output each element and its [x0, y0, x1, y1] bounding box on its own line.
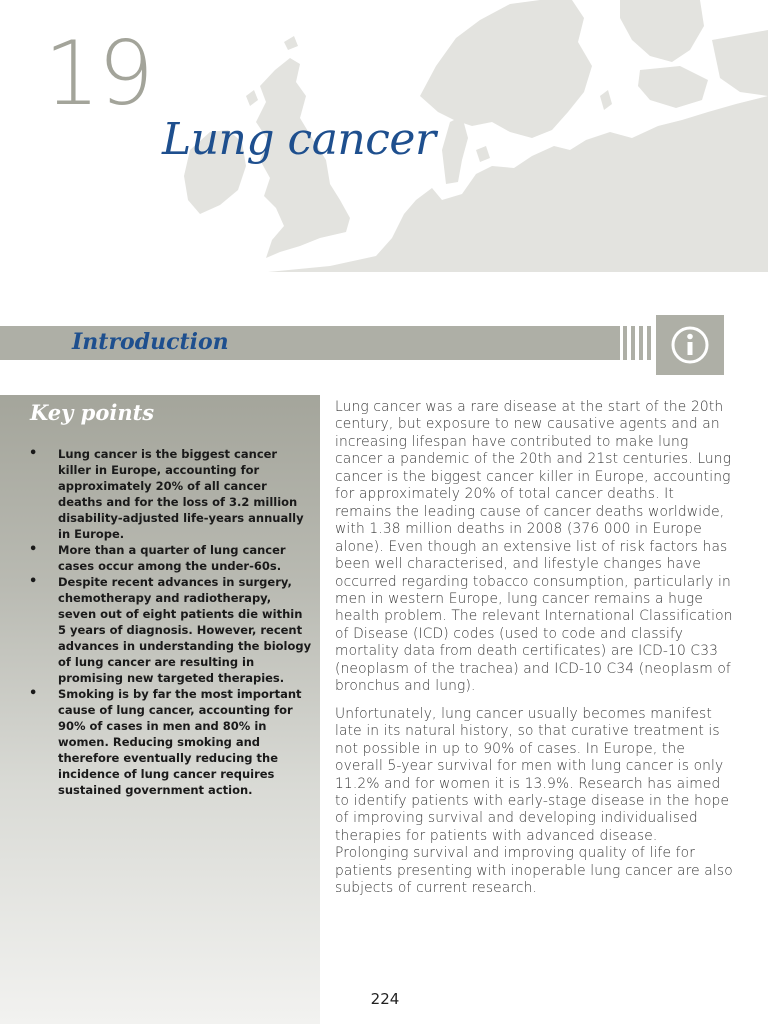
key-points-title: Key points	[30, 400, 155, 425]
chapter-title: Lung cancer	[162, 114, 436, 165]
page-number: 224	[370, 990, 400, 1008]
header-stripes	[623, 326, 657, 360]
body-paragraph: Unfortunately, lung cancer usually becomes manifest late in its natural history, so that curative treatment is not possible in up to 90% of cases. In Europe, the overall 5-year survival for men with lung cancer is only 11.2% and for women it is 13.9%. Research has aimed to identify patients with early-stage disease in the hope of improving survival and developing individualised therapies for patients with advanced disease. Prolonging survival and improving quality of life for patients presenting with inoperable lung cancer are also subjects of current research.	[335, 705, 733, 897]
info-icon	[670, 325, 710, 365]
key-point-item: • Lung cancer is the biggest cancer killer in Europe, accounting for approximately 20% of all cancer deaths and for the loss of 3.2 million disability-adjusted life-years annually in Europe.	[27, 446, 312, 542]
key-point-item: • Smoking is by far the most important cause of lung cancer, accounting for 90% of cases in men and 80% in women. Reducing smoking and therefore eventually reducing the incidence of lung cancer requires sustained government action.	[27, 686, 312, 798]
body-paragraph: Lung cancer was a rare disease at the start of the 20th century, but exposure to new causative agents and an increasing lifespan have contributed to make lung cancer a pandemic of the 20th and 21st centuries. Lung cancer is the biggest cancer killer in Europe, accounting for approximately 20% of total cancer deaths. It remains the leading cause of cancer deaths worldwide, with 1.38 million deaths in 2008 (376 000 in Europe alone). Even though an extensive list of risk factors has been well characterised, and lifestyle changes have occurred regarding tobacco consumption, particularly in men in western Europe, lung cancer remains a huge health problem. The relevant International Classification of Disease (ICD) codes (used to code and classify mortality data from death certificates) are ICD-10 C33 (neoplasm of the trachea) and ICD-10 C34 (neoplasm of bronchus and lung).	[335, 399, 733, 695]
info-icon-box	[656, 315, 724, 375]
chapter-number: 19	[44, 22, 152, 125]
body-text	[335, 399, 735, 908]
key-points-list	[27, 446, 312, 798]
key-point-item: • More than a quarter of lung cancer cases occur among the under-60s.	[27, 542, 312, 574]
section-title: Introduction	[72, 329, 229, 355]
key-point-item: • Despite recent advances in surgery, chemotherapy and radiotherapy, seven out of eight patients die within 5 years of diagnosis. However, recent advances in understanding the biology of lung cancer are resulting in promising new targeted therapies.	[27, 574, 312, 686]
